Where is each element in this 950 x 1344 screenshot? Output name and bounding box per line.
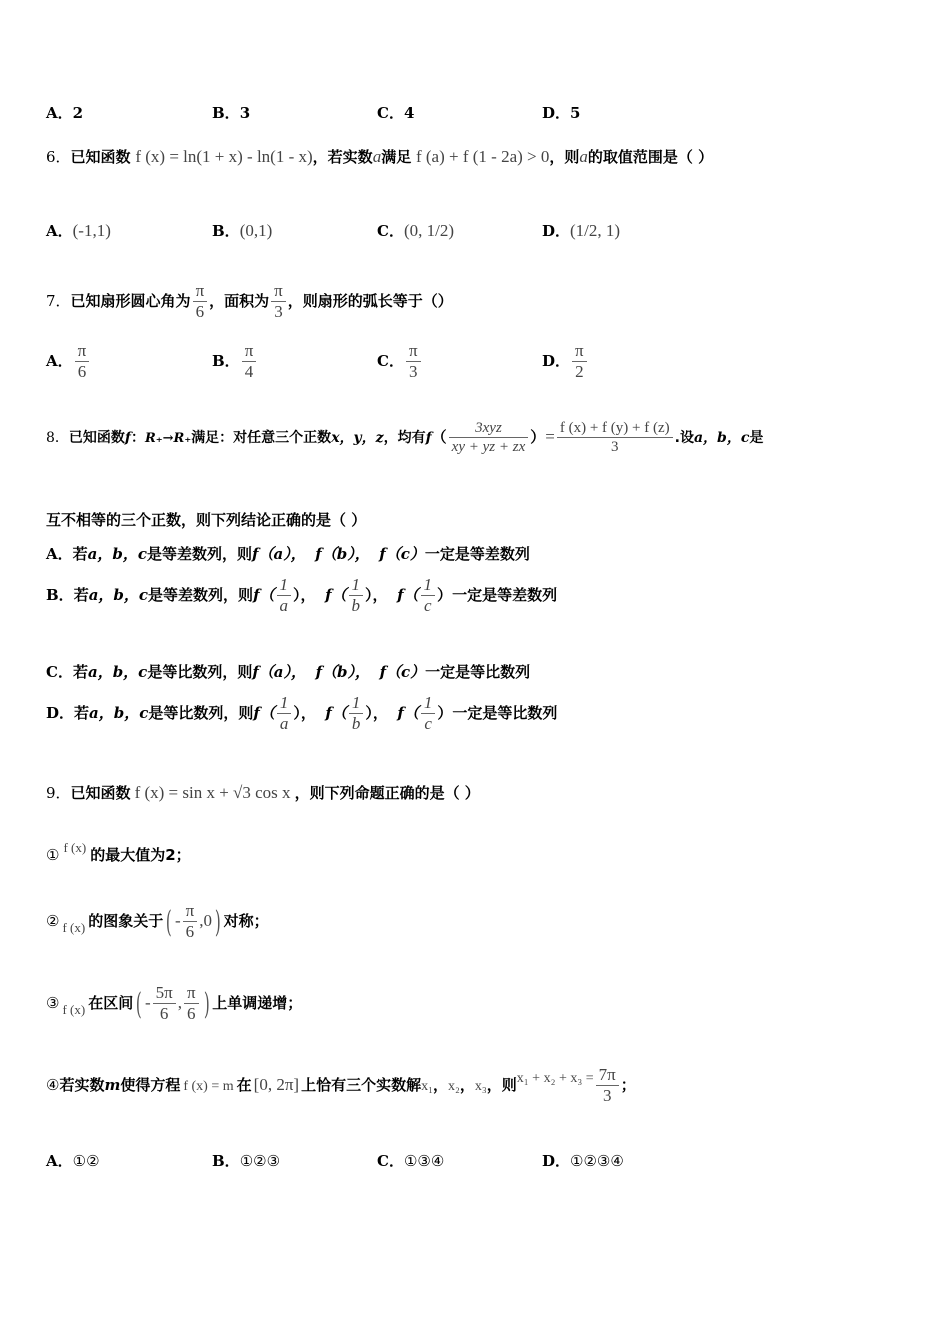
q9-statement-4: ④若实数m使得方程 f (x) = m 在 [0, 2π] 上恰有三个实数解x₁，x₂，x₃，则x₁ + x₂ + x₃ = $\frac{7\pi}{3}$ ； bbox=[46, 1065, 636, 1105]
q5-option-a[interactable]: A．2 bbox=[46, 104, 84, 122]
q8-stem-line2: 互不相等的三个正数，则下列结论正确的是（ ） bbox=[46, 511, 367, 529]
q6-option-b[interactable]: B．(0,1) bbox=[212, 221, 273, 240]
q8-option-b[interactable]: B．若a，b，c是等差数列，则f（ $\frac{1}{a}$ ）， f（ $\frac{1}{b}$ ）， f（ $\frac{1}{c}$ ）一定是等差数列 bbox=[46, 575, 558, 615]
q9-option-a[interactable]: A．①② bbox=[46, 1152, 100, 1170]
q8-stem: 8．已知函数f：R₊→R₊满足：对任意三个正数x，y，z，均有f（ $\frac{\text{3xyz}}{xy + yz + zx}$ ）= $\frac{f (x) + f (y) + f (z)}{3}$ .设a，b，c是 bbox=[46, 420, 764, 455]
q8-option-d[interactable]: D．若a，b，c是等比数列，则f（ $\frac{1}{a}$ ）， f（ $\frac{1}{b}$ ）， f（ $\frac{1}{c}$ ）一定是等比数列 bbox=[46, 693, 558, 733]
q9-option-c[interactable]: C．①③④ bbox=[377, 1152, 445, 1170]
q7-angle: $\frac{\pi}{6}$ bbox=[193, 282, 208, 322]
q9-option-b[interactable]: B．①②③ bbox=[212, 1152, 281, 1170]
q7-option-b[interactable]: B． $\frac{\pi}{4}$ bbox=[212, 342, 258, 382]
q9-option-d[interactable]: D．①②③④ bbox=[542, 1152, 624, 1170]
q8-option-a[interactable]: A．若a，b，c是等差数列，则f（a）， f（b）， f（c）一定是等差数列 bbox=[46, 545, 530, 563]
q6-function: f (x) = ln(1 + x) - ln(1 - x) bbox=[135, 147, 313, 166]
q7-option-d[interactable]: D． $\frac{\pi}{2}$ bbox=[542, 342, 589, 382]
q9-statement-1: ① f (x) 的最大值为2； bbox=[46, 840, 191, 864]
q5-option-b[interactable]: B．3 bbox=[212, 104, 251, 122]
q8-harmonic-fraction: $\frac{\text{3xyz}}{xy + yz + zx}$ bbox=[449, 420, 529, 456]
q6-option-d[interactable]: D．(1/2, 1) bbox=[542, 221, 621, 240]
q8-option-c[interactable]: C．若a，b，c是等比数列，则f（a）， f（b）， f（c）一定是等比数列 bbox=[46, 663, 531, 681]
q6-option-c[interactable]: C．(0, 1/2) bbox=[377, 221, 454, 240]
q8-mean-fraction: $\frac{f (x) + f (y) + f (z)}{3}$ bbox=[557, 420, 673, 456]
q9-statement-3: ③ f (x) 在区间( - $\frac{5\pi}{6}$ , $\frac{\pi}{6}$ ) 上单调递增； bbox=[46, 983, 303, 1023]
q9-statement-2: ② f (x) 的图象关于( - $\frac{\pi}{6}$ ,0) 对称； bbox=[46, 901, 269, 941]
q7-options bbox=[46, 342, 910, 392]
q9-stem: 9．已知函数 f (x) = sin x + √3 cos x ，则下列命题正确的是（ ） bbox=[46, 783, 480, 802]
q7-area: $\frac{\pi}{3}$ bbox=[271, 282, 286, 322]
q6-stem: 6．已知函数 f (x) = ln(1 + x) - ln(1 - x)，若实数a满足 f (a) + f (1 - 2a) > 0，则a的取值范围是（ ） bbox=[46, 147, 714, 166]
q6-option-a[interactable]: A．(-1,1) bbox=[46, 221, 111, 240]
q5-option-c[interactable]: C．4 bbox=[377, 104, 415, 122]
q7-option-c[interactable]: C． $\frac{\pi}{3}$ bbox=[377, 342, 423, 382]
q7-stem: 7．已知扇形圆心角为 $\frac{\pi}{6}$ ，面积为 $\frac{\pi}{3}$ ，则扇形的弧长等于（） bbox=[46, 281, 453, 321]
q9-function: f (x) = sin x + √3 cos x bbox=[134, 783, 291, 802]
q5-option-d[interactable]: D．5 bbox=[542, 104, 581, 122]
q6-condition: f (a) + f (1 - 2a) > 0 bbox=[415, 147, 550, 166]
q7-option-a[interactable]: A． $\frac{\pi}{6}$ bbox=[46, 342, 91, 382]
